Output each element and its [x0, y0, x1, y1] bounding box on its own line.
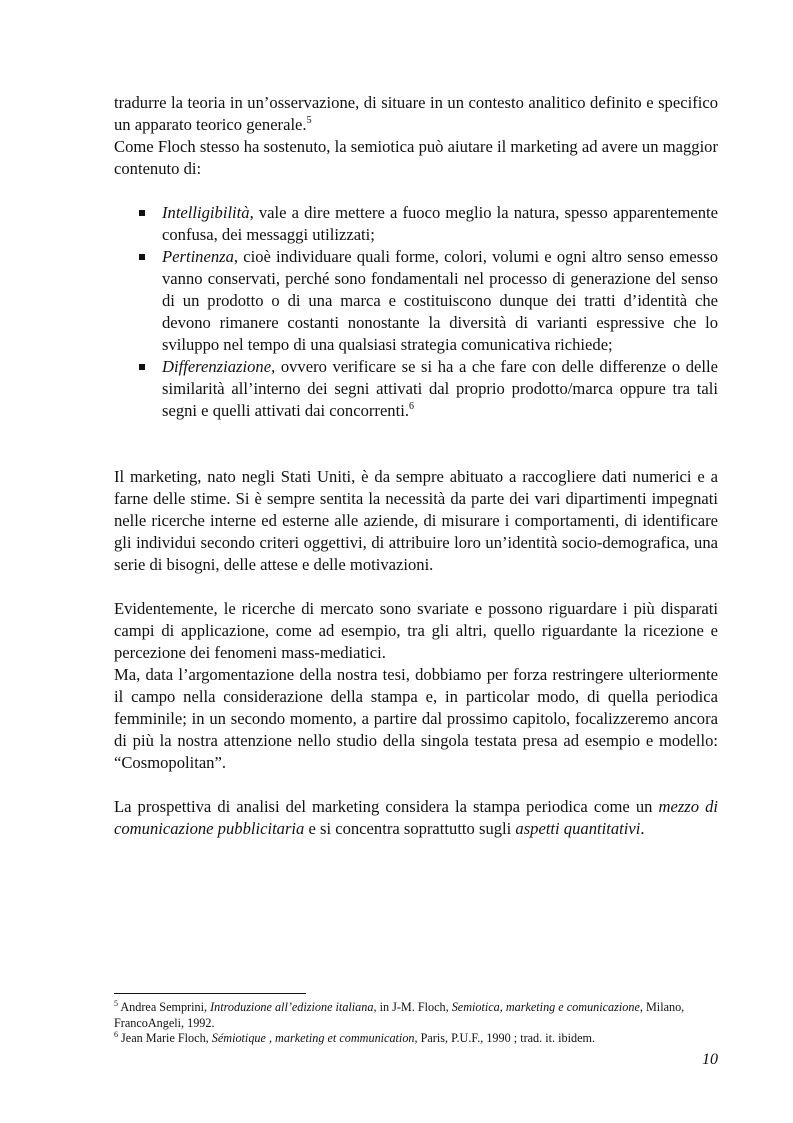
text-run: . — [640, 819, 645, 838]
footnote-number: 5 — [114, 999, 118, 1008]
footnote — [114, 1000, 718, 1031]
bullet-icon — [139, 364, 145, 370]
paragraph: Ma, data l’argomentazione della nostra tesi, dobbiamo per forza restringere ulteriormente il campo nella considerazione della stampa e, in particolar modo, di quella periodica femminile; in un secondo momento, a partire dal prossimo capitolo, focalizzeremo ancora di più la nostra attenzione nello studio della singola testata presa ad esempio e modello: “Cosmopolitan”. — [114, 665, 718, 772]
spacer — [114, 422, 718, 466]
bullet-term: Intelligibilità — [162, 203, 250, 222]
page-number: 10 — [702, 1051, 718, 1068]
text-run: , in J-M. Floch, — [373, 1000, 452, 1014]
text-run: , Milano, FrancoAngeli, 1992. — [114, 1000, 685, 1030]
bullet-text: , cioè individuare quali forme, colori, volumi e ogni altro senso emesso vanno conservati, perché sono fondamentali nel processo di generazione del senso di un prodotto o di una marca e costituiscono dunque dei tratti d’identità che devono rimanere costanti nonostante la diversità di varianti espressive che lo sviluppo nel tempo di una qualsiasi strategia comunicativa richiede; — [162, 247, 718, 354]
footnote-divider — [114, 993, 306, 994]
emphasis: mezzo di comunicazione pubblicitaria — [114, 797, 718, 838]
text-run: La prospettiva di analisi del marketing considera la stampa periodica come un — [114, 797, 659, 816]
bullet-term: Pertinenza — [162, 247, 234, 266]
bullet-text: , vale a dire mettere a fuoco meglio la natura, spesso apparentemente confusa, dei messaggi utilizzati; — [162, 203, 718, 244]
citation-title: Introduzione all’edizione italiana — [210, 1000, 374, 1014]
intro-text: tradurre la teoria in un’osservazione, di situare in un contesto analitico definito e specifico un apparato teorico generale. — [114, 93, 718, 134]
emphasis: aspetti quantitativi — [515, 819, 641, 838]
bullet-icon — [139, 254, 145, 260]
footnote-number: 6 — [114, 1030, 118, 1039]
bullet-text: , ovvero verificare se si ha a che fare con delle differenze o delle similarità all’interno dei segni attivati dal proprio prodotto/marca oppure tra tali segni e quelli attivati dai concorrenti. — [162, 357, 718, 420]
intro-text-2: Come Floch stesso ha sostenuto, la semiotica può aiutare il marketing ad avere un maggior contenuto di: — [114, 137, 718, 178]
footnote-ref[interactable]: 6 — [408, 401, 414, 412]
intro-paragraph — [114, 92, 718, 180]
bullet-list — [114, 202, 718, 422]
citation-title: Sémiotique , marketing et communication — [211, 1031, 415, 1045]
footnote — [114, 1031, 718, 1047]
bullet-icon — [139, 210, 145, 216]
spacer — [114, 774, 718, 796]
text-run: e si concentra soprattutto sugli — [304, 819, 516, 838]
footnote-ref[interactable]: 5 — [306, 115, 312, 126]
spacer — [114, 180, 718, 202]
list-item — [114, 356, 718, 422]
list-item — [114, 202, 718, 246]
spacer — [114, 576, 718, 598]
paragraph: Il marketing, nato negli Stati Uniti, è da sempre abituato a raccogliere dati numerici e a farne delle stime. Si è sempre sentita la necessità da parte dei vari dipartimenti impegnati nelle ricerche interne ed esterne alle aziende, di misurare i comportamenti, di identificare gli individui secondo criteri oggettivi, di attribuire loro un’identità socio-demografica, una serie di bisogni, delle attese e delle motivazioni. — [114, 467, 718, 574]
paragraph — [114, 796, 718, 840]
text-run: Andrea Semprini, — [118, 1000, 211, 1014]
body-text — [114, 92, 718, 840]
text-run: , Paris, P.U.F., 1990 ; trad. it. ibidem. — [414, 1031, 595, 1045]
citation-title: Semiotica, marketing e comunicazione — [451, 1000, 640, 1014]
list-item — [114, 246, 718, 356]
paragraph: Evidentemente, le ricerche di mercato sono svariate e possono riguardare i più disparati campi di applicazione, come ad esempio, tra gli altri, quello riguardante la ricezione e percezione dei fenomeni mass-mediatici. — [114, 599, 718, 662]
bullet-term: Differenziazione — [162, 357, 272, 376]
footnotes — [114, 1000, 718, 1047]
text-run: Jean Marie Floch, — [118, 1031, 212, 1045]
